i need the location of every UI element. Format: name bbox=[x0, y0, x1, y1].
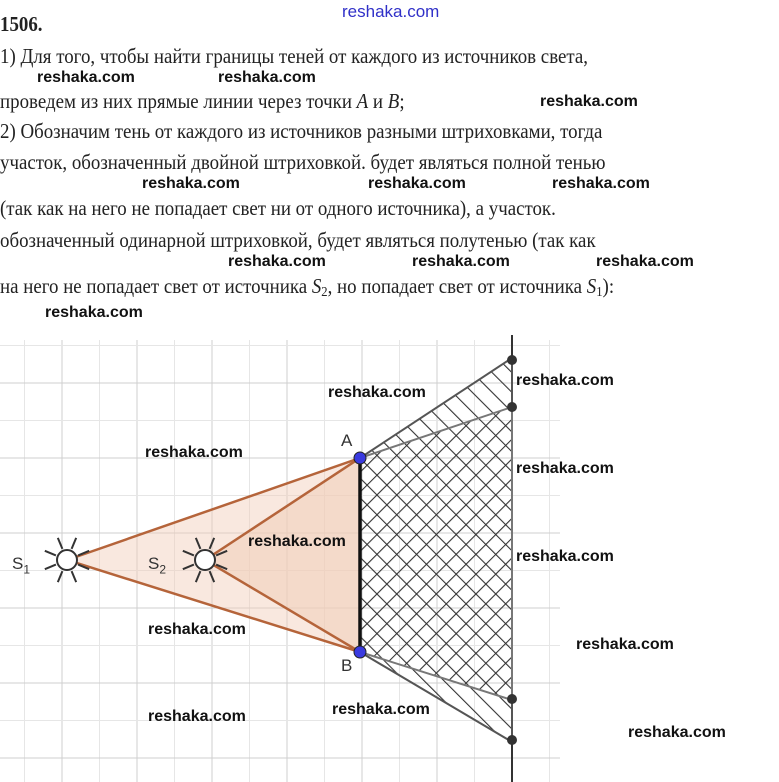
label-s2 bbox=[148, 554, 166, 576]
text-line-5: (так как на него не попадает свет ни от одного источника), а участок. bbox=[0, 196, 556, 220]
label-a: A bbox=[341, 431, 353, 450]
watermark: reshaka.com bbox=[368, 175, 466, 192]
s1-sub: 1 bbox=[596, 285, 603, 300]
s1-label: S bbox=[12, 554, 24, 573]
text-line-7 bbox=[0, 274, 614, 299]
text-line-4: участок, обозначенный двойной штриховкой. будет являться полной тенью bbox=[0, 150, 606, 174]
s2-sub: 2 bbox=[321, 285, 328, 300]
sun-ray bbox=[45, 551, 56, 556]
umbra-region bbox=[360, 407, 512, 700]
watermark: reshaka.com bbox=[145, 444, 243, 461]
screen-point bbox=[507, 694, 517, 704]
text-line-7-text: на него не попадает свет от источника bbox=[0, 274, 312, 298]
point-b-dot bbox=[354, 646, 366, 658]
watermark-top: reshaka.com bbox=[342, 2, 440, 21]
semicolon: ; bbox=[399, 89, 405, 113]
and-text: и bbox=[368, 89, 388, 113]
watermark: reshaka.com bbox=[228, 253, 326, 270]
watermark: reshaka.com bbox=[218, 69, 316, 86]
label-s1 bbox=[12, 554, 30, 576]
text-line-6: обозначенный одинарной штриховкой, будет являться полутенью (так как bbox=[0, 228, 596, 252]
watermark: reshaka.com bbox=[552, 175, 650, 192]
watermark: reshaka.com bbox=[328, 384, 426, 401]
text-line-2 bbox=[0, 89, 405, 114]
watermark: reshaka.com bbox=[248, 533, 346, 550]
watermark: reshaka.com bbox=[142, 175, 240, 192]
s2-ref: S bbox=[311, 274, 322, 298]
sun-ray bbox=[45, 565, 56, 570]
s2-label-sub: 2 bbox=[159, 562, 167, 577]
watermark: reshaka.com bbox=[148, 708, 246, 725]
label-b: B bbox=[341, 656, 353, 675]
point-a-dot bbox=[354, 452, 366, 464]
text-line-7-mid: , но попадает свет от источника bbox=[327, 274, 587, 298]
screen-point bbox=[507, 735, 517, 745]
s1-ref: S bbox=[586, 274, 597, 298]
screen-point bbox=[507, 402, 517, 412]
watermark: reshaka.com bbox=[540, 93, 638, 110]
s2-label: S bbox=[148, 554, 160, 573]
watermark: reshaka.com bbox=[516, 372, 614, 389]
watermark: reshaka.com bbox=[148, 621, 246, 638]
watermark: reshaka.com bbox=[576, 636, 674, 653]
watermark: reshaka.com bbox=[628, 724, 726, 741]
text-line-2-text: проведем из них прямые линии через точки bbox=[0, 89, 357, 113]
watermark: reshaka.com bbox=[596, 253, 694, 270]
watermark: reshaka.com bbox=[332, 701, 430, 718]
watermark: reshaka.com bbox=[516, 460, 614, 477]
problem-number: 1506. bbox=[0, 12, 43, 36]
sun-disc bbox=[195, 550, 215, 570]
sun-ray bbox=[72, 571, 77, 582]
text-line-1: 1) Для того, чтобы найти границы теней от каждого из источников света, bbox=[0, 44, 589, 68]
point-b-ref: B bbox=[387, 89, 400, 113]
watermark: reshaka.com bbox=[37, 69, 135, 86]
screen-point bbox=[507, 355, 517, 365]
text-line-7-end: ): bbox=[602, 274, 615, 298]
s1-label-sub: 1 bbox=[23, 562, 31, 577]
text-line-3: 2) Обозначим тень от каждого из источников разными штриховками, тогда bbox=[0, 119, 603, 143]
watermark: reshaka.com bbox=[45, 304, 143, 321]
sun-ray bbox=[72, 538, 77, 549]
problem-number-text: 1506 bbox=[0, 12, 38, 36]
sun-disc bbox=[57, 550, 77, 570]
watermark: reshaka.com bbox=[412, 253, 510, 270]
point-a-ref: A bbox=[356, 89, 369, 113]
watermark: reshaka.com bbox=[516, 548, 614, 565]
